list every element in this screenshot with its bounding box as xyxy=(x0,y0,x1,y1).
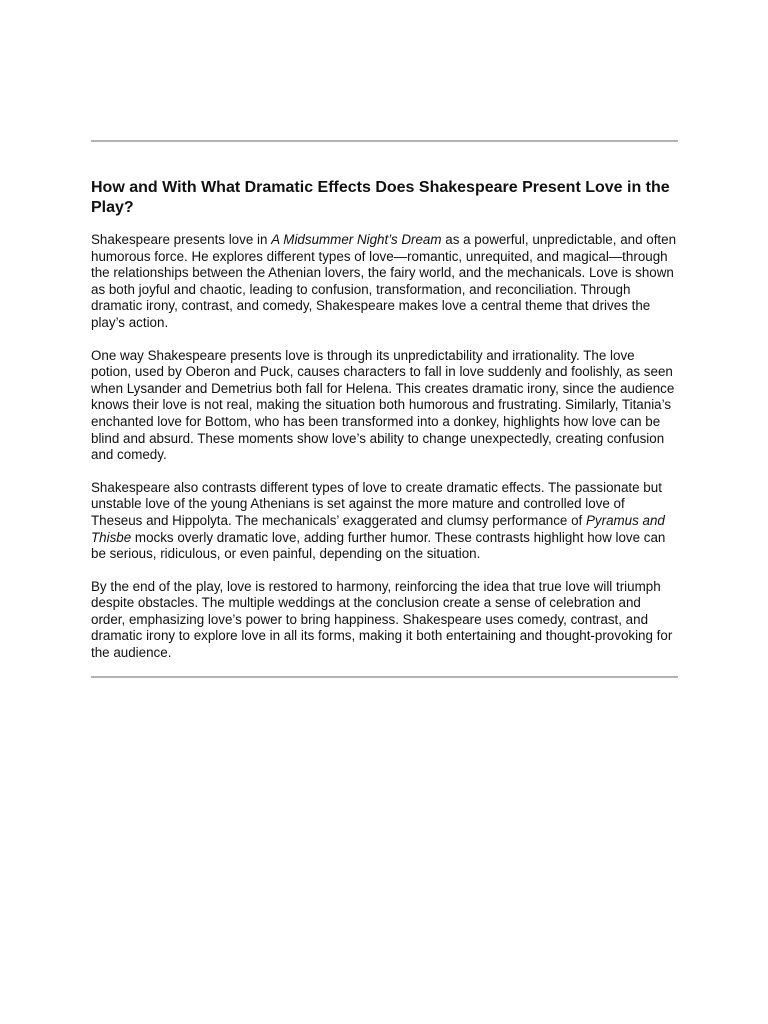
play-title-italic: A Midsummer Night’s Dream xyxy=(271,232,442,247)
top-divider xyxy=(91,140,678,142)
document-title: How and With What Dramatic Effects Does Shakespeare Present Love in the Play? xyxy=(91,179,670,216)
paragraph-3-text-b: mocks overly dramatic love, adding further humor. These contrasts highlight how love can be serious, ridiculous, or even painful, depending on the situation. xyxy=(91,529,666,562)
play-within-play-italic: Pyramus and Thisbe xyxy=(91,512,665,545)
paragraph-3-text-a: Shakespeare also contrasts different types of love to create dramatic effects. The passionate but unstable love of the young Athenians is set against the more mature and controlled love of Theseus and Hippolyta. The mechanicals’ exaggerated and clumsy performance of xyxy=(91,479,662,528)
bottom-divider xyxy=(91,676,678,678)
paragraph-2: One way Shakespeare presents love is through its unpredictability and irrationality. The love potion, used by Oberon and Puck, causes characters to fall in love suddenly and foolishly, as seen when Lysander and Demetrius both fall for Helena. This creates dramatic irony, since the audience knows their love is not real, making the situation both humorous and frustrating. Similarly, Titania’s enchanted love for Bottom, who has been transformed into a donkey, highlights how love can be blind and absurd. These moments show love’s ability to change unexpectedly, creating confusion and comedy. xyxy=(91,347,675,463)
paragraph-1 xyxy=(91,232,678,332)
paragraph-3 xyxy=(91,480,678,563)
paragraph-1-text-a: Shakespeare presents love in xyxy=(91,232,272,247)
paragraph-1-text-b: as a powerful, unpredictable, and often humorous force. He explores different types of love—romantic, unrequited, and magical—through the relationships between the Athenian lovers, the fairy world, and the mechanicals. Love is shown as both joyful and chaotic, leading to confusion, transformation, and reconciliation. Through dramatic irony, contrast, and comedy, Shakespeare makes love a central theme that drives the play’s action. xyxy=(91,232,677,330)
document-page xyxy=(91,140,678,678)
paragraph-4: By the end of the play, love is restored to harmony, reinforcing the idea that true love will triumph despite obstacles. The multiple weddings at the conclusion create a sense of celebration and order, emphasizing love’s power to bring happiness. Shakespeare uses comedy, contrast, and dramatic irony to explore love in all its forms, making it both entertaining and thought-provoking for the audience. xyxy=(91,578,673,661)
